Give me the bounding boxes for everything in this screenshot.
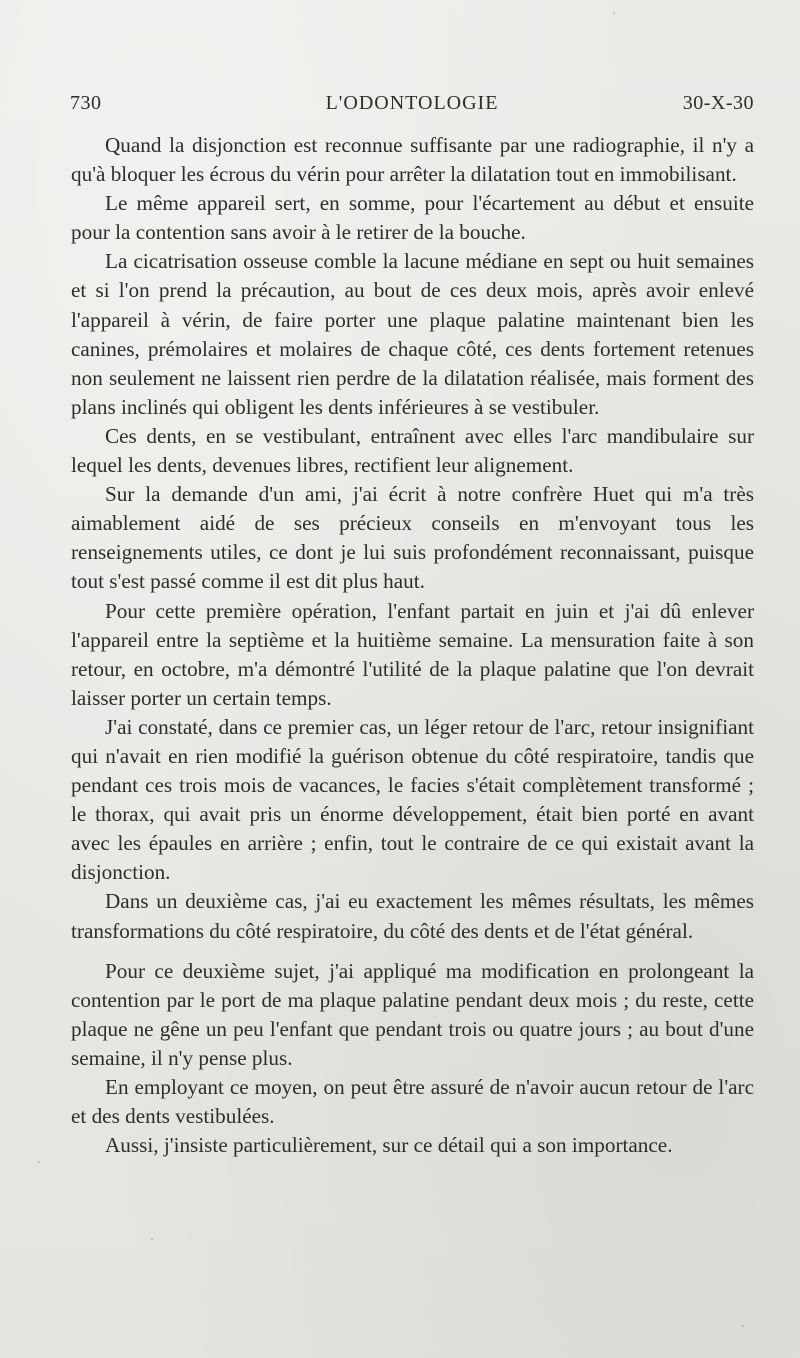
paragraph-8: Dans un deuxième cas, j'ai eu exactement les mêmes résultats, les mêmes transformations du côté respiratoire, du côté des dents et de l'état général. [71, 889, 754, 943]
paragraph-10: En employant ce moyen, on peut être assuré de n'avoir aucun retour de l'arc et des dents vestibulées. [71, 1075, 754, 1129]
paragraph-2: Le même appareil sert, en somme, pour l'écartement au début et ensuite pour la contention sans avoir à le retirer de la bouche. [71, 191, 754, 245]
paragraph-5: Sur la demande d'un ami, j'ai écrit à notre confrère Huet qui m'a très aimablement aidé de ses précieux conseils en m'envoyant tous les renseignements utiles, ce dont je lui suis profondément reconnaissant, puisque tout s'est passé comme il est dit plus haut. [71, 482, 754, 594]
paragraph-11: Aussi, j'insiste particulièrement, sur ce détail qui a son importance. [105, 1133, 673, 1158]
paragraph-9: Pour ce deuxième sujet, j'ai appliqué ma modification en prolongeant la contention par le port de ma plaque palatine pendant deux mois ; du reste, cette plaque ne gêne un peu l'enfant que pendant trois ou quatre jours ; au bout d'une semaine, il n'y pense plus. [71, 958, 754, 1070]
running-title: L'ODONTOLOGIE [325, 92, 499, 114]
paragraph-4: Ces dents, en se vestibulant, entraînent avec elles l'arc mandibulaire sur lequel les dents, devenues libres, rectifient leur alignement. [71, 423, 754, 478]
paragraph-1: Quand la disjonction est reconnue suffisante par une radiographie, il n'y a qu'à bloquer les écrous du vérin pour arrêter la dilatation tout en immobilisant. [71, 133, 754, 187]
paragraph-3: La cicatrisation osseuse comble la lacune médiane en sept ou huit semaines et si l'on prend la précaution, au bout de ces deux mois, après avoir enlevé l'appareil à vérin, de faire porter une plaque palatine maintenant bien les canines, prémolaires et molaires de chaque côté, ces dents fortement retenues non seulement ne laissent rien perdre de la dilatation réalisée, mais forment des plans inclinés qui obligent les dents inférieures à se vestibuler. [71, 249, 754, 419]
article-body [71, 131, 754, 1160]
issue-date: 30-X-30 [682, 92, 754, 114]
paragraph-7: J'ai constaté, dans ce premier cas, un léger retour de l'arc, retour insignifiant qui n'avait en rien modifié la guérison obtenue du côté respiratoire, tandis que pendant ces trois mois de vacances, le facies s'était complètement transformé ; le thorax, qui avait pris un énorme développement, était bien porté en avant avec les épaules en arrière ; enfin, tout le contraire de ce qui existait avant la disjonction. [71, 714, 754, 885]
paragraph-6: Pour cette première opération, l'enfant partait en juin et j'ai dû enlever l'appareil entre la septième et la huitième semaine. La mensuration faite à son retour, en octobre, m'a démontré l'utilité de la plaque palatine que l'on devrait laisser porter un certain temps. [71, 598, 754, 710]
running-header [70, 92, 754, 118]
page-number: 730 [70, 92, 102, 114]
